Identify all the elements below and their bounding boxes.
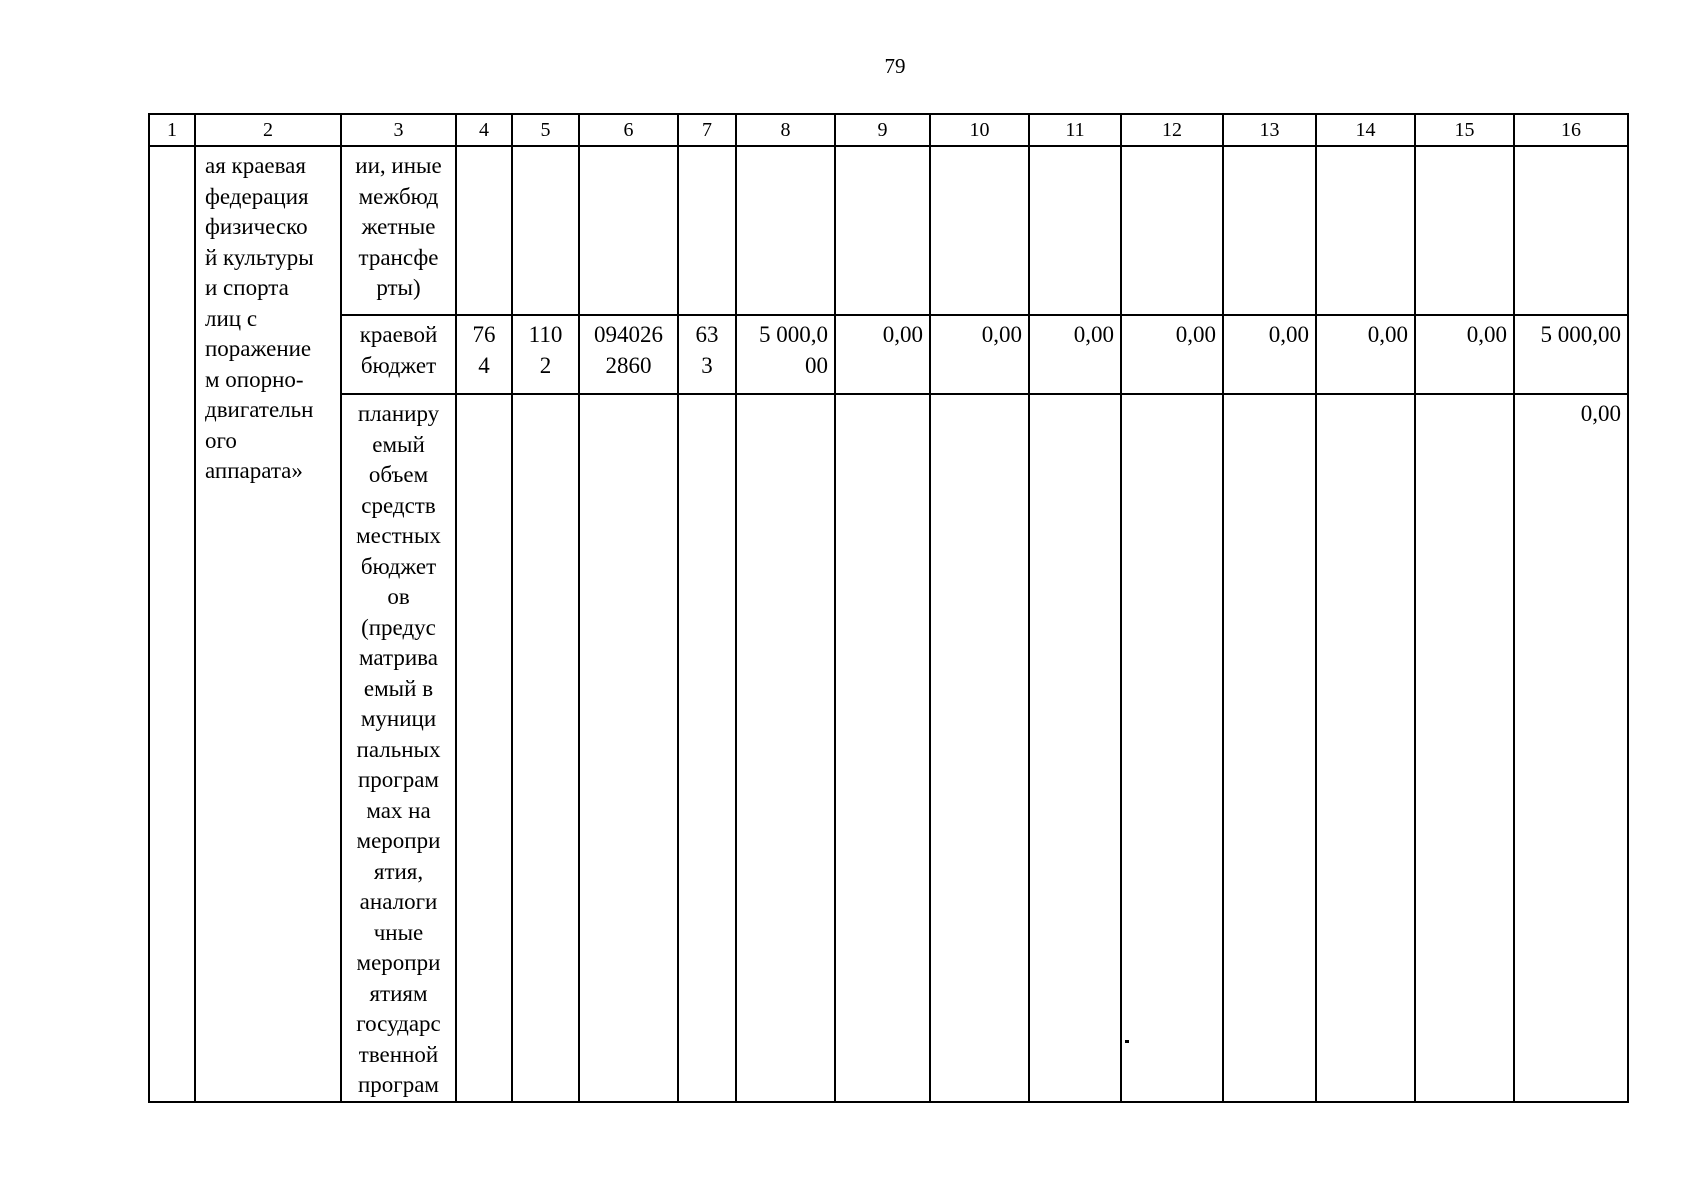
empty-cell [835, 394, 930, 1102]
event-name-line: лиц с [205, 305, 258, 331]
event-name-cell [195, 146, 341, 1102]
event-name-line: поражение [205, 336, 312, 361]
header-cell: 7 [678, 114, 736, 146]
empty-cell [736, 146, 835, 315]
funding-source-line: (предус [361, 614, 436, 640]
funding-source-line: планиру [357, 401, 440, 426]
empty-cell [678, 394, 736, 1102]
event-name-line: ого [205, 427, 237, 453]
event-name-line: двигательн [205, 397, 314, 422]
header-cell: 2 [195, 114, 341, 146]
total-amount-cell: 0,00 [1514, 394, 1628, 1102]
funding-source-line: пальных [356, 736, 441, 762]
header-cell: 10 [930, 114, 1029, 146]
header-cell: 13 [1223, 114, 1316, 146]
amount-cell: 0,00 [1223, 315, 1316, 394]
funding-source-line: жетные [361, 214, 436, 239]
funding-source-line: объем [368, 462, 429, 487]
header-cell: 3 [341, 114, 456, 146]
event-name-line: физическо [205, 214, 308, 239]
header-cell: 1 [149, 114, 195, 146]
empty-cell [1415, 146, 1514, 315]
empty-cell [930, 394, 1029, 1102]
funding-source-line: емый [372, 431, 425, 457]
header-cell: 12 [1121, 114, 1223, 146]
table-row [149, 146, 1628, 315]
funding-source-line: ятиям [369, 980, 428, 1006]
header-cell: 8 [736, 114, 835, 146]
funding-source-line: твенной [358, 1041, 439, 1067]
empty-cell [1514, 146, 1628, 315]
empty-cell [579, 394, 678, 1102]
header-cell: 11 [1029, 114, 1121, 146]
empty-cell [512, 394, 579, 1102]
event-name-line: м опорно- [205, 366, 304, 392]
empty-cell [456, 394, 512, 1102]
scan-speck [1125, 1040, 1129, 1043]
funding-source-line: ов [387, 584, 410, 609]
empty-cell [456, 146, 512, 315]
budget-table [148, 113, 1629, 1103]
empty-cell [1316, 146, 1415, 315]
empty-cell [1223, 394, 1316, 1102]
empty-cell [579, 146, 678, 315]
empty-cell [1415, 394, 1514, 1102]
target-code-cell [579, 315, 678, 394]
empty-cell [1121, 394, 1223, 1102]
empty-cell [1029, 394, 1121, 1102]
funding-source-line: меропри [356, 828, 441, 853]
empty-cell [1121, 146, 1223, 315]
funding-source-line: меропри [356, 950, 441, 975]
empty-cell [1316, 394, 1415, 1102]
funding-source-line: средств [361, 492, 436, 518]
funding-source-line: матрива [359, 645, 438, 670]
header-cell: 6 [579, 114, 678, 146]
funding-source-line: чные [373, 919, 424, 945]
amount-line: 00 [805, 352, 828, 378]
funding-source-line: емый в [363, 675, 434, 701]
funding-source-line: ии, иные [355, 153, 442, 178]
funding-source-line: бюджет [360, 352, 437, 378]
row-number-cell [149, 146, 195, 1102]
target-code-line: 2860 [605, 352, 652, 378]
funding-source-line: рты) [376, 275, 421, 300]
empty-cell [736, 394, 835, 1102]
funding-source-line: програм [357, 1072, 439, 1097]
funding-source-line: ятия, [373, 858, 424, 884]
header-cell: 5 [512, 114, 579, 146]
header-row [149, 114, 1628, 146]
section-code-line: 110 [528, 322, 563, 347]
funding-source-line: местных [356, 523, 441, 548]
header-cell: 14 [1316, 114, 1415, 146]
amount-cell: 0,00 [1029, 315, 1121, 394]
empty-cell [835, 146, 930, 315]
total-amount-cell: 5 000,00 [1514, 315, 1628, 394]
amount-line: 5 000,0 [759, 322, 828, 347]
section-code-cell [512, 315, 579, 394]
gr-code-cell [456, 315, 512, 394]
section-code-line: 2 [539, 352, 552, 378]
header-cell: 4 [456, 114, 512, 146]
empty-cell [678, 146, 736, 315]
gr-code-line: 4 [478, 352, 490, 378]
empty-cell [1223, 146, 1316, 315]
event-name-line: ая краевая [205, 153, 306, 178]
event-name-line: й культуры [205, 244, 314, 270]
funding-source-line: мах на [366, 797, 431, 823]
amount-cell [736, 315, 835, 394]
target-code-line: 094026 [594, 322, 663, 347]
gr-code-line: 76 [472, 322, 496, 347]
funding-source-cell [341, 315, 456, 394]
expense-type-line: 63 [695, 322, 719, 347]
funding-source-line: государс [356, 1011, 441, 1036]
empty-cell [512, 146, 579, 315]
empty-cell [930, 146, 1029, 315]
page-number: 79 [884, 54, 906, 78]
expense-type-cell [678, 315, 736, 394]
amount-cell: 0,00 [1415, 315, 1514, 394]
empty-cell [1029, 146, 1121, 315]
funding-source-line: муници [360, 706, 437, 731]
header-cell: 16 [1514, 114, 1628, 146]
expense-type-line: 3 [701, 352, 713, 378]
funding-source-line: краевой [359, 322, 438, 347]
event-name-line: аппарата» [205, 458, 303, 483]
header-cell: 15 [1415, 114, 1514, 146]
amount-cell: 0,00 [835, 315, 930, 394]
amount-cell: 0,00 [1121, 315, 1223, 394]
funding-source-line: програм [357, 767, 439, 792]
header-cell: 9 [835, 114, 930, 146]
amount-cell: 0,00 [1316, 315, 1415, 394]
amount-cell: 0,00 [930, 315, 1029, 394]
table-row [149, 394, 1628, 1102]
funding-source-line: бюджет [360, 553, 437, 579]
funding-source-line: аналоги [359, 889, 438, 914]
funding-source-line: межбюд [358, 183, 439, 209]
event-name-line: и спорта [205, 275, 289, 300]
event-name-line: федерация [205, 183, 309, 209]
table-row [149, 315, 1628, 394]
funding-source-line: трансфе [358, 244, 439, 270]
funding-source-cell [341, 146, 456, 315]
funding-source-cell [341, 394, 456, 1102]
